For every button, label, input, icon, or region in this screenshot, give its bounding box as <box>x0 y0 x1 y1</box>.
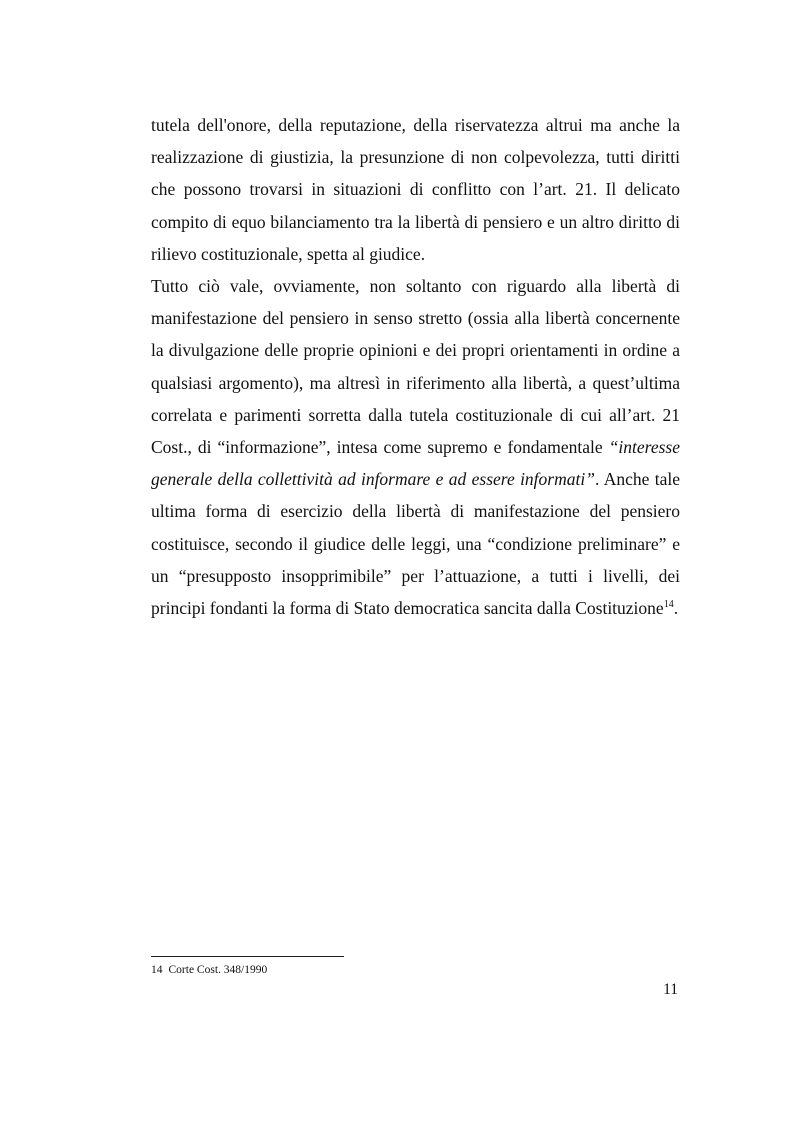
paragraph-2 <box>151 270 680 624</box>
paragraph-1 <box>151 109 680 270</box>
paragraph-2-italic-quote: “interesse generale della collettività ad informare e ad essere informati” <box>151 437 680 490</box>
body-text <box>151 109 680 624</box>
paragraph-1-text: tutela dell'onore, della reputazione, della riservatezza altrui ma anche la realizzazione di giustizia, la presunzione di non colpevolezza, tutti diritti che possono trovarsi in situazioni di conflitto con l’art. 21. Il delicato compito di equo bilanciamento tra la libertà di pensiero e un altro diritto di rilievo costituzionale, spetta al giudice. <box>151 115 680 264</box>
footnote-reference[interactable]: 14 <box>663 599 674 611</box>
paragraph-2-end: . <box>673 598 679 619</box>
footnote-text: Corte Cost. 348/1990 <box>168 964 268 976</box>
footnote <box>151 963 267 977</box>
page-number: 11 <box>663 981 678 998</box>
footnote-separator <box>151 956 344 957</box>
paragraph-2-text-part1: Tutto ciò vale, ovviamente, non soltanto con riguardo alla libertà di manifestazione del pensiero in senso stretto (ossia alla libertà concernente la divulgazione delle proprie opinioni e dei propri orientamenti in ordine a qualsiasi argomento), ma altresì in riferimento alla libertà, a quest’ultima correlata e parimenti sorretta dalla tutela costituzionale di cui all’art. 21 Cost., di “informazione”, intesa come supremo e fondamentale <box>151 276 680 458</box>
footnote-number: 14 <box>151 964 163 976</box>
paragraph-2-text-part2: . Anche tale ultima forma di esercizio della libertà di manifestazione del pensiero costituisce, secondo il giudice delle leggi, una “condizione preliminare” e un “presupposto insopprimibile” per l’attuazione, a tutti i livelli, dei principi fondanti la forma di Stato democratica sancita dalla Costituzione <box>151 469 680 619</box>
